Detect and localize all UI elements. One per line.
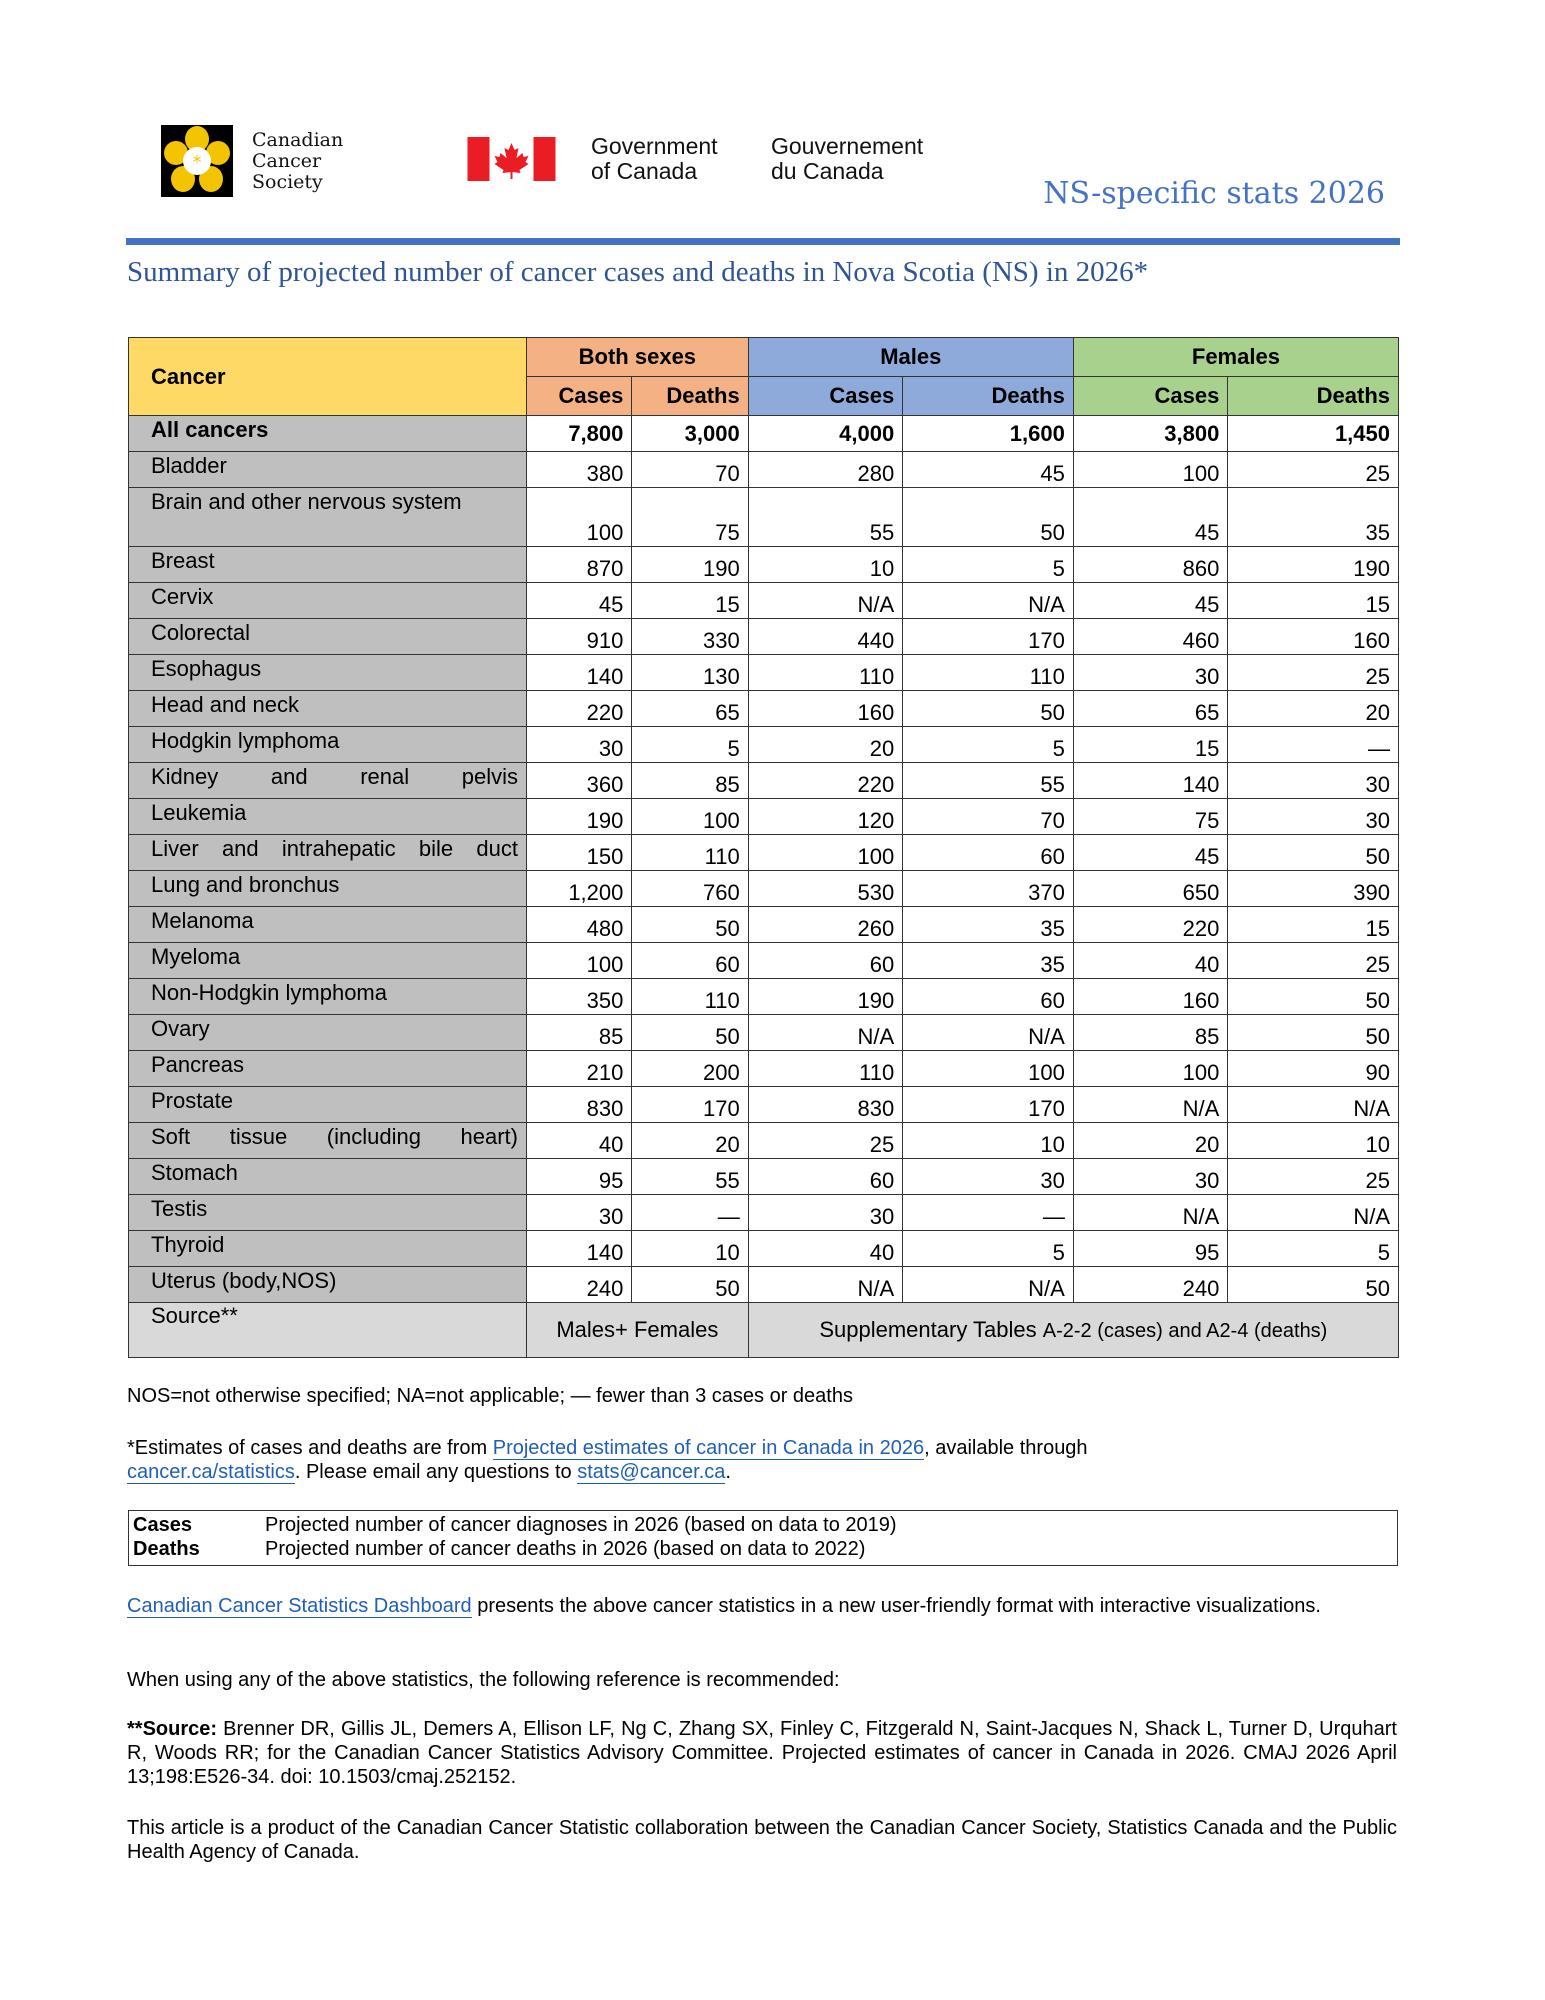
value-males-cases: 260	[748, 907, 903, 943]
value-females-deaths: 30	[1228, 799, 1399, 835]
table-row	[129, 1015, 1399, 1051]
value-females-deaths: 50	[1228, 1267, 1399, 1303]
value-both-deaths: 85	[632, 763, 748, 799]
table-row	[129, 1267, 1399, 1303]
value-males-deaths: 35	[903, 907, 1074, 943]
value-males-cases: 110	[748, 1051, 903, 1087]
value-males-cases: 25	[748, 1123, 903, 1159]
value-both-deaths: 760	[632, 871, 748, 907]
table-row	[129, 583, 1399, 619]
value-both-cases: 870	[527, 547, 632, 583]
source-row	[129, 1303, 1399, 1358]
header-both-sexes: Both sexes	[527, 338, 749, 377]
header-females-cases: Cases	[1073, 377, 1228, 416]
value-males-deaths: 50	[903, 488, 1074, 547]
value-females-deaths: 50	[1228, 835, 1399, 871]
value-both-cases: 140	[527, 1231, 632, 1267]
cancer-name: Pancreas	[129, 1051, 527, 1087]
gov-fr-line-1: Gouvernement	[771, 133, 924, 159]
value-males-deaths: 35	[903, 943, 1074, 979]
estimates-text: *Estimates of cases and deaths are from	[127, 1437, 493, 1459]
value-females-cases: 45	[1073, 488, 1228, 547]
gov-en-line-1: Government	[591, 133, 718, 159]
table-row	[129, 1159, 1399, 1195]
value-females-cases: 240	[1073, 1267, 1228, 1303]
page-title: Summary of projected number of cancer cases and deaths in Nova Scotia (NS) in 2026*	[127, 256, 1149, 288]
value-both-cases: 350	[527, 979, 632, 1015]
source-label: Source**	[129, 1303, 527, 1358]
value-females-cases: 75	[1073, 799, 1228, 835]
value-females-cases: 45	[1073, 583, 1228, 619]
value-males-deaths: 5	[903, 547, 1074, 583]
value-both-cases: 100	[527, 488, 632, 547]
value-males-deaths: N/A	[903, 1015, 1074, 1051]
value-females-deaths: 15	[1228, 583, 1399, 619]
source-supp-b: A-2-2 (cases) and A2-4 (deaths)	[1042, 1319, 1328, 1342]
source-supplementary	[748, 1303, 1398, 1358]
email-text: . Please email any questions to	[294, 1461, 578, 1483]
value-males-cases: 60	[748, 943, 903, 979]
value-both-deaths: 190	[632, 547, 748, 583]
stats-email-link[interactable]: stats@cancer.ca	[577, 1461, 726, 1483]
table-row	[129, 655, 1399, 691]
value-males-cases: 440	[748, 619, 903, 655]
header-females-deaths: Deaths	[1228, 377, 1399, 416]
value-females-cases: 860	[1073, 547, 1228, 583]
value-males-deaths: 100	[903, 1051, 1074, 1087]
table-row	[129, 547, 1399, 583]
value-females-cases: 140	[1073, 763, 1228, 799]
value-both-cases: 30	[527, 1195, 632, 1231]
source-both: Males+ Females	[527, 1303, 749, 1358]
value-both-deaths: 65	[632, 691, 748, 727]
value-females-cases: 15	[1073, 727, 1228, 763]
value-females-cases: 30	[1073, 1159, 1228, 1195]
value-males-deaths: N/A	[903, 1267, 1074, 1303]
table-row	[129, 799, 1399, 835]
value-both-cases: 140	[527, 655, 632, 691]
value-males-cases: 60	[748, 1159, 903, 1195]
value-both-cases: 100	[527, 943, 632, 979]
source-supp-a: Supplementary Tables	[819, 1316, 1037, 1342]
value-males-deaths: 5	[903, 1231, 1074, 1267]
value-females-cases: 20	[1073, 1123, 1228, 1159]
header-divider	[126, 238, 1400, 245]
value-females-cases: 160	[1073, 979, 1228, 1015]
header-males: Males	[748, 338, 1073, 377]
value-both-deaths: 10	[632, 1231, 748, 1267]
value-males-deaths: 60	[903, 835, 1074, 871]
value-both-cases: 480	[527, 907, 632, 943]
value-females-deaths: 50	[1228, 1015, 1399, 1051]
definition-deaths	[133, 1537, 1397, 1561]
value-males-deaths: 5	[903, 727, 1074, 763]
value-both-deaths: 75	[632, 488, 748, 547]
value-both-deaths: —	[632, 1195, 748, 1231]
table-row	[129, 943, 1399, 979]
definition-desc: Projected number of cancer diagnoses in 2026 (based on data to 2019)	[265, 1514, 897, 1536]
cancer-name: Non-Hodgkin lymphoma	[129, 979, 527, 1015]
estimates-note	[127, 1436, 1397, 1484]
source-citation	[127, 1717, 1397, 1789]
value-males-cases: N/A	[748, 583, 903, 619]
cancer-name: Hodgkin lymphoma	[129, 727, 527, 763]
value-males-deaths: 55	[903, 763, 1074, 799]
table-row	[129, 691, 1399, 727]
cancer-name: Colorectal	[129, 619, 527, 655]
value-both-deaths: 110	[632, 835, 748, 871]
table-row	[129, 763, 1399, 799]
value-both-cases: 380	[527, 452, 632, 488]
table-row	[129, 727, 1399, 763]
value-females-deaths: 1,450	[1228, 416, 1399, 452]
value-males-cases: 40	[748, 1231, 903, 1267]
value-both-cases: 910	[527, 619, 632, 655]
value-males-deaths: 1,600	[903, 416, 1074, 452]
value-males-deaths: 110	[903, 655, 1074, 691]
value-both-cases: 95	[527, 1159, 632, 1195]
dashboard-text: presents the above cancer statistics in a new user-friendly format with interactive visualizations.	[471, 1595, 1321, 1617]
definition-cases	[133, 1513, 1397, 1537]
value-both-deaths: 110	[632, 979, 748, 1015]
cancer-name: Ovary	[129, 1015, 527, 1051]
collaboration-note: This article is a product of the Canadian Cancer Statistic collaboration between the Canadian Cancer Society, Statistics Canada and the Public Health Agency of Canada.	[127, 1817, 1397, 1863]
source-citation-text: Brenner DR, Gillis JL, Demers A, Ellison LF, Ng C, Zhang SX, Finley C, Fitzgerald N, Saint-Jacques N, Shack L, Turner D, Urquhart R, Woods RR; for the Canadian Cancer Statistics Advisory Committee. Projected estimates of cancer in Canada in 2026. CMAJ 2026 April 13;198:E526-34. doi: 10.1503/cmaj.252152.	[127, 1718, 1397, 1788]
svg-text:*: *	[192, 152, 202, 173]
header-both-cases: Cases	[527, 377, 632, 416]
cancer-name: Leukemia	[129, 799, 527, 835]
value-females-deaths: 30	[1228, 763, 1399, 799]
ccs-line-1: Canadian	[252, 129, 344, 151]
projected-estimates-link[interactable]: Projected estimates of cancer in Canada in 2026	[492, 1437, 925, 1459]
value-both-cases: 45	[527, 583, 632, 619]
value-females-cases: 40	[1073, 943, 1228, 979]
value-females-deaths: 390	[1228, 871, 1399, 907]
value-males-cases: N/A	[748, 1015, 903, 1051]
value-males-deaths: 10	[903, 1123, 1074, 1159]
cancer-name: Testis	[129, 1195, 527, 1231]
value-males-cases: 55	[748, 488, 903, 547]
cancer-name: Uterus (body,NOS)	[129, 1267, 527, 1303]
value-males-deaths: 60	[903, 979, 1074, 1015]
value-males-cases: 830	[748, 1087, 903, 1123]
value-both-deaths: 100	[632, 799, 748, 835]
value-females-deaths: 25	[1228, 943, 1399, 979]
value-males-deaths: 370	[903, 871, 1074, 907]
cancer-name: Thyroid	[129, 1231, 527, 1267]
document-tag: NS-specific stats 2026	[1043, 176, 1385, 211]
value-females-deaths: 25	[1228, 452, 1399, 488]
value-males-cases: 30	[748, 1195, 903, 1231]
value-females-deaths: 20	[1228, 691, 1399, 727]
value-both-deaths: 50	[632, 1267, 748, 1303]
table-row	[129, 1087, 1399, 1123]
value-males-cases: 120	[748, 799, 903, 835]
value-males-cases: 190	[748, 979, 903, 1015]
value-both-cases: 360	[527, 763, 632, 799]
value-males-cases: 10	[748, 547, 903, 583]
table-row	[129, 1123, 1399, 1159]
value-females-deaths: 50	[1228, 979, 1399, 1015]
value-males-deaths: 170	[903, 1087, 1074, 1123]
value-males-cases: 160	[748, 691, 903, 727]
value-females-deaths: 10	[1228, 1123, 1399, 1159]
cancer-name: Prostate	[129, 1087, 527, 1123]
value-females-cases: 65	[1073, 691, 1228, 727]
value-males-cases: 20	[748, 727, 903, 763]
value-females-deaths: N/A	[1228, 1087, 1399, 1123]
value-females-cases: 100	[1073, 1051, 1228, 1087]
ccs-line-2: Cancer	[252, 150, 322, 172]
value-both-deaths: 3,000	[632, 416, 748, 452]
abbreviations-note: NOS=not otherwise specified; NA=not applicable; — fewer than 3 cases or deaths	[127, 1385, 853, 1407]
value-males-deaths: —	[903, 1195, 1074, 1231]
value-both-deaths: 50	[632, 1015, 748, 1051]
value-both-cases: 1,200	[527, 871, 632, 907]
value-both-deaths: 170	[632, 1087, 748, 1123]
cancer-name: Myeloma	[129, 943, 527, 979]
value-males-cases: N/A	[748, 1267, 903, 1303]
value-both-deaths: 5	[632, 727, 748, 763]
value-both-cases: 7,800	[527, 416, 632, 452]
value-both-deaths: 330	[632, 619, 748, 655]
value-females-cases: 100	[1073, 452, 1228, 488]
value-females-cases: 3,800	[1073, 416, 1228, 452]
reference-intro: When using any of the above statistics, the following reference is recommended:	[127, 1669, 840, 1691]
cancer-name: Brain and other nervous system	[129, 488, 527, 547]
value-females-cases: N/A	[1073, 1087, 1228, 1123]
definition-desc: Projected number of cancer deaths in 2026 (based on data to 2022)	[265, 1538, 866, 1560]
value-both-cases: 830	[527, 1087, 632, 1123]
cancer-name: Liver and intrahepatic bile duct	[129, 835, 527, 871]
value-both-deaths: 50	[632, 907, 748, 943]
cancer-stats-table	[128, 337, 1399, 1358]
value-males-cases: 100	[748, 835, 903, 871]
estimates-mid: , available through	[924, 1437, 1088, 1459]
value-both-cases: 150	[527, 835, 632, 871]
value-females-deaths: 15	[1228, 907, 1399, 943]
value-females-deaths: 35	[1228, 488, 1399, 547]
table-row	[129, 871, 1399, 907]
value-males-deaths: 45	[903, 452, 1074, 488]
definition-term: Cases	[133, 1514, 192, 1536]
dashboard-note	[127, 1594, 1397, 1618]
cancer-name: Cervix	[129, 583, 527, 619]
value-both-deaths: 70	[632, 452, 748, 488]
value-females-cases: 460	[1073, 619, 1228, 655]
cancer-name: Esophagus	[129, 655, 527, 691]
value-females-deaths: 190	[1228, 547, 1399, 583]
table-row	[129, 619, 1399, 655]
value-both-deaths: 200	[632, 1051, 748, 1087]
cancer-statistics-link[interactable]: cancer.ca/statistics	[127, 1461, 295, 1483]
gov-en-line-2: of Canada	[591, 158, 698, 184]
value-both-cases: 85	[527, 1015, 632, 1051]
header-females: Females	[1073, 338, 1398, 377]
definitions-box	[128, 1510, 1398, 1566]
header-both-deaths: Deaths	[632, 377, 748, 416]
value-males-cases: 530	[748, 871, 903, 907]
header-males-cases: Cases	[748, 377, 903, 416]
header-males-deaths: Deaths	[903, 377, 1074, 416]
value-both-deaths: 60	[632, 943, 748, 979]
gov-canada-en	[591, 134, 718, 184]
table-row	[129, 1051, 1399, 1087]
value-males-cases: 220	[748, 763, 903, 799]
gov-canada-fr	[771, 134, 923, 184]
value-females-cases: 220	[1073, 907, 1228, 943]
value-males-deaths: 170	[903, 619, 1074, 655]
cancer-name: Melanoma	[129, 907, 527, 943]
table-row	[129, 1231, 1399, 1267]
cancer-name: Kidney and renal pelvis	[129, 763, 527, 799]
value-both-cases: 190	[527, 799, 632, 835]
cancer-name: Breast	[129, 547, 527, 583]
value-females-deaths: 25	[1228, 1159, 1399, 1195]
value-males-deaths: N/A	[903, 583, 1074, 619]
cancer-name: Head and neck	[129, 691, 527, 727]
value-both-deaths: 55	[632, 1159, 748, 1195]
value-both-cases: 30	[527, 727, 632, 763]
table-row	[129, 835, 1399, 871]
cancer-name: Soft tissue (including heart)	[129, 1123, 527, 1159]
value-females-deaths: N/A	[1228, 1195, 1399, 1231]
value-females-deaths: 25	[1228, 655, 1399, 691]
gov-fr-line-2: du Canada	[771, 158, 884, 184]
value-males-deaths: 50	[903, 691, 1074, 727]
value-both-deaths: 130	[632, 655, 748, 691]
cancer-name: Lung and bronchus	[129, 871, 527, 907]
table-body	[129, 416, 1399, 1303]
value-males-deaths: 30	[903, 1159, 1074, 1195]
value-females-cases: N/A	[1073, 1195, 1228, 1231]
cancer-name: Stomach	[129, 1159, 527, 1195]
table-row	[129, 907, 1399, 943]
definition-term: Deaths	[133, 1538, 200, 1560]
table-row	[129, 452, 1399, 488]
ccs-line-3: Society	[252, 171, 323, 193]
value-both-cases: 40	[527, 1123, 632, 1159]
dashboard-link[interactable]: Canadian Cancer Statistics Dashboard	[127, 1595, 472, 1617]
cancer-name: All cancers	[129, 416, 527, 452]
value-males-cases: 110	[748, 655, 903, 691]
value-females-cases: 45	[1073, 835, 1228, 871]
value-females-cases: 85	[1073, 1015, 1228, 1051]
header-cancer: Cancer	[129, 338, 527, 416]
table-row	[129, 979, 1399, 1015]
value-both-deaths: 15	[632, 583, 748, 619]
value-both-cases: 240	[527, 1267, 632, 1303]
ccs-logo-text	[252, 130, 343, 193]
value-females-cases: 95	[1073, 1231, 1228, 1267]
source-citation-label: **Source:	[127, 1718, 218, 1740]
value-both-cases: 220	[527, 691, 632, 727]
value-both-cases: 210	[527, 1051, 632, 1087]
cancer-name: Bladder	[129, 452, 527, 488]
value-females-deaths: 90	[1228, 1051, 1399, 1087]
value-both-deaths: 20	[632, 1123, 748, 1159]
value-females-deaths: 5	[1228, 1231, 1399, 1267]
value-males-cases: 280	[748, 452, 903, 488]
value-females-deaths: —	[1228, 727, 1399, 763]
value-females-cases: 30	[1073, 655, 1228, 691]
daffodil-logo-icon	[161, 125, 233, 197]
email-post: .	[725, 1461, 731, 1483]
table-row	[129, 488, 1399, 547]
value-females-deaths: 160	[1228, 619, 1399, 655]
table-row	[129, 1195, 1399, 1231]
value-males-cases: 4,000	[748, 416, 903, 452]
table-row	[129, 416, 1399, 452]
value-females-cases: 650	[1073, 871, 1228, 907]
canada-flag-icon	[467, 137, 556, 181]
value-males-deaths: 70	[903, 799, 1074, 835]
